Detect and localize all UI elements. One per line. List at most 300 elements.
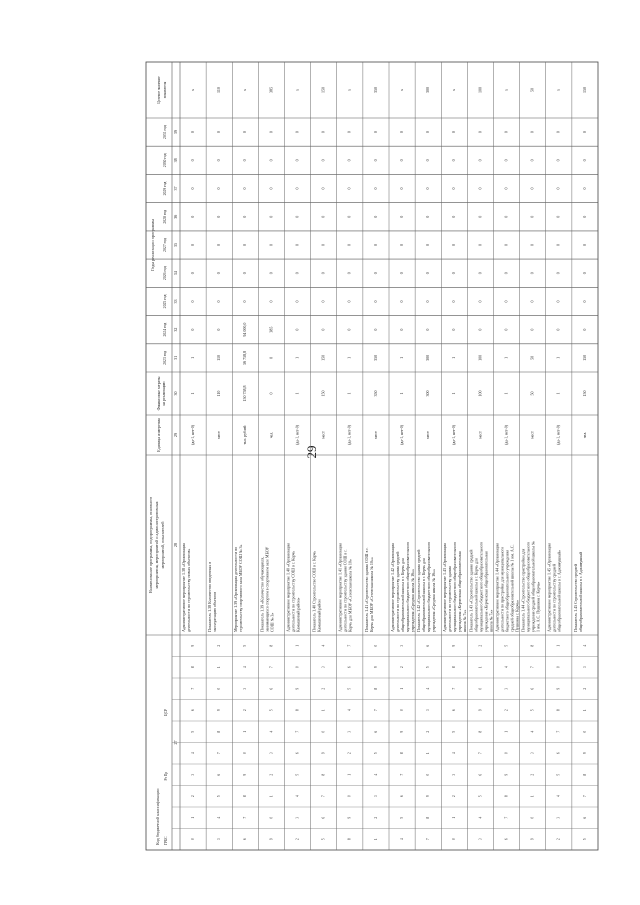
row-year-value: 0 xyxy=(503,215,509,218)
header-name: Наименование программы, подпрограммы, основного xyxy=(147,496,153,594)
row-year-value: 0 xyxy=(372,300,378,303)
row-year-value: 0 xyxy=(216,131,222,134)
row-total: 100 xyxy=(477,390,483,397)
row-total: 1 xyxy=(346,392,352,395)
code-digit: 8 xyxy=(426,816,431,819)
code-digit: 1 xyxy=(399,687,404,690)
code-digit: 0 xyxy=(530,816,535,819)
row-year-value: 0 xyxy=(320,215,326,218)
code-digit: 4 xyxy=(582,644,587,647)
header-year: 2031 год xyxy=(162,125,167,139)
row-year-value: 0 xyxy=(189,244,195,246)
code-digit: 1 xyxy=(217,666,222,669)
row-result: 150 xyxy=(581,87,587,93)
code-digit: 5 xyxy=(504,644,509,647)
row-name: Показатель 1.44 «Строительство пристройки для xyxy=(520,548,526,632)
row-total: 300 xyxy=(425,390,431,397)
row-year-value: 0 xyxy=(503,187,509,190)
row-year-value: 1 xyxy=(555,356,561,359)
row-year-value: 0 xyxy=(398,215,404,218)
row-year-value: 0 xyxy=(346,300,352,303)
row-year-value: 0 xyxy=(398,272,404,275)
code-digit: 3 xyxy=(190,773,195,776)
row-year-value: 0 xyxy=(294,272,300,275)
row-year-value: 0 xyxy=(451,328,457,331)
code-digit: 7 xyxy=(556,730,561,733)
code-digit: 5 xyxy=(478,795,483,798)
row-year-value: 0 xyxy=(189,215,195,218)
code-digit: 0 xyxy=(478,687,483,690)
row-name: Показатель 1.41 «Строительство здания СОШ в г. xyxy=(363,547,369,632)
row-year-value: 385 xyxy=(268,326,274,333)
row-name: Керчь для МБОУ «Сезенская школа № 10»» xyxy=(368,557,374,632)
code-digit: 9 xyxy=(452,644,457,647)
code-digit: 2 xyxy=(373,816,378,819)
row-name: Показатель 1.43 «Строительство здания средней xyxy=(468,549,474,632)
row-name: средней общеобразовательной школы № 1 им. А.С. xyxy=(509,544,515,632)
row-name: школа № 7»» xyxy=(462,609,468,632)
code-digit: 8 xyxy=(504,795,509,798)
code-digit: 9 xyxy=(530,838,535,841)
code-digit: 1 xyxy=(321,709,326,712)
row-unit: чел. xyxy=(582,431,587,439)
column-number: 35 xyxy=(172,243,178,247)
row-year-value: 0 xyxy=(581,272,587,275)
row-name: учреждения «Средняя школа № 16»» xyxy=(409,568,415,632)
row-unit: (да-1, нет-0) xyxy=(452,425,457,445)
row-year-value: 0 xyxy=(320,328,326,331)
column-number: 31 xyxy=(172,355,178,360)
row-year-value: 0 xyxy=(425,328,431,331)
row-year-value: 0 xyxy=(581,131,587,134)
code-digit: 8 xyxy=(347,838,352,841)
code-digit: 2 xyxy=(321,687,326,690)
row-year-value: 0 xyxy=(398,187,404,190)
header-year: 2026 год xyxy=(162,266,167,281)
row-year-value: 0 xyxy=(477,159,483,162)
row-year-value: 150 xyxy=(320,354,326,361)
column-number: 39 xyxy=(172,130,178,135)
code-digit: 9 xyxy=(504,773,509,776)
row-result: 385 xyxy=(268,87,274,93)
code-digit: 5 xyxy=(452,730,457,733)
page-number: 29 xyxy=(304,445,319,459)
row-year-value: 0 xyxy=(294,187,300,190)
code-digit: 0 xyxy=(582,730,587,733)
code-digit: 5 xyxy=(243,644,248,647)
row-total: 150 xyxy=(581,390,587,397)
row-year-value: 0 xyxy=(268,300,274,303)
code-digit: 9 xyxy=(321,752,326,755)
code-digit: 2 xyxy=(269,773,274,776)
code-digit: 3 xyxy=(373,795,378,798)
code-digit: 7 xyxy=(269,666,274,669)
row-year-value: 0 xyxy=(398,131,404,134)
row-year-value: 0 xyxy=(503,272,509,275)
code-digit: 6 xyxy=(217,773,222,776)
row-unit: мест xyxy=(373,431,378,439)
row-name: Административное мероприятие 1.45 «Организация xyxy=(546,542,552,632)
row-year-value: 100 xyxy=(477,354,483,361)
row-year-value: 0 xyxy=(294,300,300,303)
code-digit: 4 xyxy=(347,709,352,712)
row-total: 1 xyxy=(398,392,404,395)
row-year-value: 0 xyxy=(581,215,587,218)
code-digit: 7 xyxy=(347,644,352,647)
code-digit: 6 xyxy=(190,709,195,712)
row-year-value: 0 xyxy=(529,244,535,246)
code-digit: 4 xyxy=(530,730,535,733)
row-name: бюджетного общеобразовательного учреждения xyxy=(504,549,510,632)
row-year-value: 0 xyxy=(320,131,326,134)
row-year-value: 0 xyxy=(529,215,535,218)
row-name: Административное мероприятие 1.40 «Организация xyxy=(285,542,291,632)
row-total: 1 xyxy=(294,392,300,395)
code-digit: 5 xyxy=(556,773,561,776)
column-number: 36 xyxy=(172,214,178,219)
row-year-value: 0 xyxy=(503,159,509,162)
row-name: деятельности по строительству СОШ в г. Керчь xyxy=(290,550,296,632)
row-year-value: 300 xyxy=(425,354,431,361)
code-digit: 1 xyxy=(269,795,274,798)
row-year-value: 0 xyxy=(451,272,457,275)
code-digit: 6 xyxy=(452,709,457,712)
row-year-value: 0 xyxy=(372,131,378,134)
code-digit: 3 xyxy=(582,666,587,669)
row-year-value: 0 xyxy=(346,159,352,162)
row-year-value: 0 xyxy=(216,300,222,303)
code-digit: 5 xyxy=(190,730,195,733)
row-year-value: 0 xyxy=(503,131,509,134)
row-name: муниципального бюджетного общеобразовательного xyxy=(452,541,458,632)
row-year-value: 0 xyxy=(581,159,587,162)
row-year-value: 94 000,0 xyxy=(242,322,248,337)
code-digit: 8 xyxy=(478,730,483,733)
header-year: 2029 год xyxy=(162,181,167,196)
row-year-value: 0 xyxy=(268,131,274,134)
row-name: деятельности по строительству новых объектов» xyxy=(185,548,191,632)
row-year-value: 0 xyxy=(451,187,457,190)
code-digit: 8 xyxy=(295,709,300,712)
row-year-value: 0 xyxy=(529,159,535,162)
row-name: общеобразовательной школы в г. Аджимушкай xyxy=(577,551,583,632)
code-digit: 0 xyxy=(452,838,457,841)
row-year-value: 0 xyxy=(425,300,431,303)
row-name: общеобразовательной школы в г. Керчь для xyxy=(421,558,427,632)
row-year-value: 0 xyxy=(372,187,378,190)
code-digit: 9 xyxy=(295,687,300,690)
code-digit: 1 xyxy=(347,773,352,776)
row-name: Камышовый район» xyxy=(295,597,301,632)
row-unit: (да-1, нет-0) xyxy=(504,425,509,445)
code-digit: 7 xyxy=(426,838,431,841)
row-result: х xyxy=(555,89,561,91)
code-digit: 3 xyxy=(556,816,561,819)
row-year-value: 0 xyxy=(372,244,378,246)
code-digit: 6 xyxy=(269,687,274,690)
code-digit: 6 xyxy=(243,838,248,841)
code-digit: 5 xyxy=(295,773,300,776)
code-digit: 7 xyxy=(295,730,300,733)
row-year-value: 1 xyxy=(189,356,195,359)
row-year-value: 0 xyxy=(294,328,300,331)
header-code: Код бюджетной классификации xyxy=(154,788,160,845)
row-total: 1 xyxy=(503,392,509,395)
row-year-value: 0 xyxy=(581,244,587,246)
row-name: Камышовый район xyxy=(316,599,322,632)
code-digit: 2 xyxy=(582,687,587,690)
row-year-value: 0 xyxy=(216,215,222,218)
row-year-value: 0 xyxy=(268,356,274,359)
row-result: х xyxy=(242,89,248,91)
code-digit: 1 xyxy=(452,816,457,819)
header-year: 2024 год xyxy=(162,322,167,337)
header-year: 2025 год xyxy=(162,294,167,309)
code-digit: 9 xyxy=(347,816,352,819)
code-digit: 8 xyxy=(321,773,326,776)
row-year-value: 0 xyxy=(555,328,561,331)
row-unit: мест xyxy=(217,431,222,439)
row-year-value: 0 xyxy=(268,244,274,246)
row-year-value: 0 xyxy=(346,187,352,190)
row-result: х xyxy=(398,89,404,91)
row-year-value: 0 xyxy=(555,187,561,190)
row-total: 150 xyxy=(320,390,326,397)
row-name: учреждения «Керченская общеобразовательная xyxy=(483,551,489,632)
column-number: 29 xyxy=(172,433,178,437)
row-year-value: 0 xyxy=(529,272,535,275)
code-digit: 4 xyxy=(269,730,274,733)
code-digit: 4 xyxy=(452,752,457,755)
code-digit: 4 xyxy=(399,838,404,841)
code-digit: 3 xyxy=(478,838,483,841)
code-digit: 6 xyxy=(504,838,509,841)
code-digit: 5 xyxy=(399,816,404,819)
code-digit: 4 xyxy=(426,687,431,690)
row-unit: мест xyxy=(530,431,535,439)
code-digit: 7 xyxy=(373,709,378,712)
code-digit: 1 xyxy=(373,838,378,841)
row-year-value: 0 xyxy=(477,187,483,190)
code-digit: 4 xyxy=(373,773,378,776)
header-result: Целевое значение xyxy=(156,76,161,104)
row-year-value: 0 xyxy=(398,244,404,246)
column-number: 27 xyxy=(172,740,178,745)
row-year-value: 0 xyxy=(503,300,509,303)
row-year-value: 56 758,8 xyxy=(242,350,248,365)
code-digit: 1 xyxy=(190,816,195,819)
code-digit: 3 xyxy=(399,644,404,647)
code-digit: 0 xyxy=(295,666,300,669)
row-year-value: 0 xyxy=(346,272,352,275)
row-year-value: 0 xyxy=(372,272,378,275)
row-year-value: 0 xyxy=(268,159,274,162)
row-unit: (да-1, нет-0) xyxy=(556,425,561,445)
code-digit: 4 xyxy=(243,666,248,669)
header-year: 2028 год xyxy=(162,209,167,224)
row-name: эксплуатацию объектов xyxy=(212,591,218,632)
code-digit: 0 xyxy=(243,752,248,755)
code-digit: 5 xyxy=(582,838,587,841)
row-name: Мероприятие 1.39 «Организация деятельности по xyxy=(233,546,239,632)
row-unit: тыс. рублей xyxy=(243,425,248,445)
code-digit: 3 xyxy=(530,752,535,755)
row-result: х xyxy=(346,89,352,91)
code-digit: 0 xyxy=(347,795,352,798)
row-result: 100 xyxy=(477,87,483,93)
code-digit: 4 xyxy=(504,666,509,669)
row-result: 350 xyxy=(372,87,378,93)
row-year-value: 350 xyxy=(372,354,378,361)
row-total: 1 xyxy=(189,392,195,395)
row-result: 110 xyxy=(216,87,222,93)
row-year-value: 0 xyxy=(477,300,483,303)
code-digit: 1 xyxy=(243,730,248,733)
row-year-value: 0 xyxy=(451,300,457,303)
row-year-value: 0 xyxy=(346,215,352,218)
row-year-value: 150 xyxy=(581,354,587,361)
row-year-value: 0 xyxy=(320,187,326,190)
header-name: мероприятий, показателей xyxy=(159,521,165,569)
code-digit: 2 xyxy=(426,730,431,733)
row-name: общеобразовательной школы в г. Керчь для xyxy=(473,558,479,632)
row-name: учреждения средней общеобразовательной школы № xyxy=(530,541,536,632)
row-year-value: 0 xyxy=(477,328,483,331)
row-name: Административное мероприятие 1.44 «Организация xyxy=(494,542,500,632)
row-year-value: 0 xyxy=(268,272,274,275)
row-unit: мест xyxy=(321,431,326,439)
code-digit: 4 xyxy=(217,816,222,819)
row-year-value: 0 xyxy=(425,187,431,190)
row-name: Показатель 1.45 Строительство средней xyxy=(572,563,578,632)
row-unit: (да-1, нет-0) xyxy=(190,425,195,445)
code-digit: 8 xyxy=(582,773,587,776)
code-digit: 2 xyxy=(190,795,195,798)
row-unit: (да-1, нет-0) xyxy=(399,425,404,445)
code-digit: 8 xyxy=(373,687,378,690)
row-result: х xyxy=(294,89,300,91)
header-plan: Финансовые затраты xyxy=(156,376,161,411)
row-year-value: 0 xyxy=(477,215,483,218)
row-name: деятельности по строительству здания xyxy=(447,566,453,632)
code-digit: 9 xyxy=(426,795,431,798)
row-year-value: 0 xyxy=(242,272,248,275)
code-digit: 3 xyxy=(269,752,274,755)
code-digit: 1 xyxy=(504,730,509,733)
code-digit: 2 xyxy=(452,795,457,798)
row-year-value: 0 xyxy=(189,131,195,134)
code-digit: 1 xyxy=(295,644,300,647)
row-year-value: 0 xyxy=(425,159,431,162)
row-year-value: 0 xyxy=(555,244,561,246)
row-year-value: 0 xyxy=(372,328,378,331)
row-year-value: 110 xyxy=(216,354,222,361)
row-total: 350 xyxy=(372,390,378,397)
code-digit: 5 xyxy=(426,666,431,669)
row-year-value: 0 xyxy=(425,244,431,246)
code-digit: 0 xyxy=(190,838,195,841)
row-year-value: 0 xyxy=(529,131,535,134)
row-year-value: 0 xyxy=(581,328,587,331)
row-name: Показатель 1.42 «Строительство здания средней xyxy=(416,549,422,632)
row-name: деятельности по строительству средней xyxy=(551,564,557,632)
row-year-value: 0 xyxy=(216,159,222,162)
code-digit: 9 xyxy=(478,709,483,712)
row-name: Административное мероприятие 1.38 «Организация xyxy=(180,542,186,632)
row-name: 1 им. А.С. Пушкина г. Керчь» xyxy=(535,581,541,632)
row-year-value: 50 xyxy=(529,355,535,360)
row-total: 150 758,8 xyxy=(242,385,248,402)
code-digit: 8 xyxy=(243,795,248,798)
code-digit: 3 xyxy=(217,838,222,841)
header-year: 2030 год xyxy=(162,153,167,168)
code-digit: 6 xyxy=(321,816,326,819)
header-result-2: показателя xyxy=(162,81,167,99)
code-digit: 2 xyxy=(478,644,483,647)
row-year-value: 0 xyxy=(555,300,561,303)
row-year-value: 0 xyxy=(372,159,378,162)
code-digit: 8 xyxy=(556,709,561,712)
row-name: Пушкина г. Керчь» xyxy=(514,599,520,632)
column-number: 32 xyxy=(172,327,178,332)
row-year-value: 0 xyxy=(189,187,195,190)
code-digit: 9 xyxy=(399,730,404,733)
row-year-value: 0 xyxy=(503,244,509,246)
header-unit: Единица измерения xyxy=(155,418,161,452)
code-digit: 3 xyxy=(426,709,431,712)
row-year-value: 0 xyxy=(581,300,587,303)
header-year: 2023 год xyxy=(162,351,167,365)
row-name: школа № 7»» xyxy=(488,609,494,632)
row-year-value: 0 xyxy=(242,187,248,190)
row-year-value: 1 xyxy=(451,356,457,359)
code-digit: 8 xyxy=(452,666,457,669)
code-digit: 4 xyxy=(190,752,195,755)
row-year-value: 0 xyxy=(346,131,352,134)
row-year-value: 0 xyxy=(346,244,352,246)
code-digit: 0 xyxy=(321,730,326,733)
code-digit: 3 xyxy=(321,666,326,669)
row-name: учреждения «Средняя школа № 16»» xyxy=(431,568,437,632)
row-year-value: 0 xyxy=(346,328,352,331)
code-digit: 2 xyxy=(399,666,404,669)
header-plan-2: на реализацию xyxy=(161,381,166,406)
row-total: 50 xyxy=(529,391,535,396)
row-year-value: 0 xyxy=(189,328,195,331)
code-digit: 3 xyxy=(452,773,457,776)
row-year-value: 0 xyxy=(425,215,431,218)
row-year-value: 0 xyxy=(529,300,535,303)
row-unit: чел. xyxy=(269,431,274,439)
row-year-value: 0 xyxy=(451,131,457,134)
row-year-value: 0 xyxy=(477,131,483,134)
header-name: мероприятия, мероприятий и административных xyxy=(153,501,159,589)
row-name: Административное мероприятие 1.42 «Организация xyxy=(389,542,395,632)
row-year-value: 1 xyxy=(346,356,352,359)
row-year-value: 0 xyxy=(503,328,509,331)
row-unit: мест xyxy=(478,431,483,439)
row-name: муниципального бюджетного общеобразовательного xyxy=(478,541,484,632)
row-year-value: 1 xyxy=(503,356,509,359)
row-year-value: 0 xyxy=(216,328,222,331)
code-digit: 6 xyxy=(426,644,431,647)
code-digit: 5 xyxy=(530,709,535,712)
row-year-value: 0 xyxy=(477,272,483,275)
row-year-value: 0 xyxy=(555,131,561,134)
row-year-value: 0 xyxy=(320,272,326,275)
code-digit: 3 xyxy=(504,687,509,690)
row-year-value: 0 xyxy=(242,244,248,246)
